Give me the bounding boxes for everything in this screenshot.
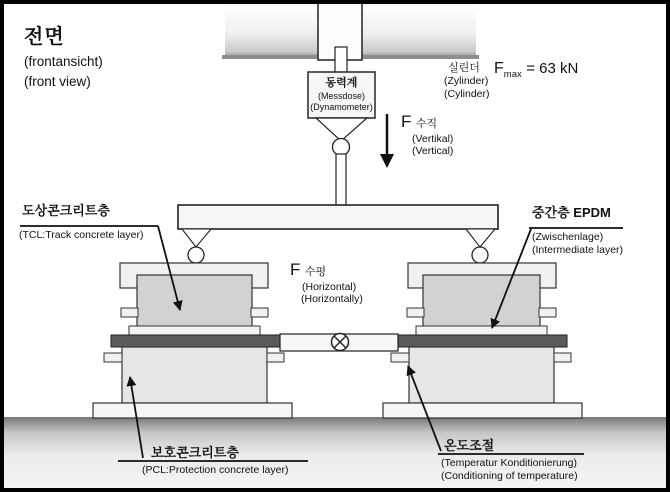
force-vertical-symbol: F (401, 112, 412, 131)
force-horizontal-de: (Horizontal) (302, 281, 357, 293)
force-horizontal-label (290, 260, 363, 305)
epdm-label-en: (Intermediate layer) (532, 244, 624, 256)
view-title (24, 20, 103, 89)
roller-right (472, 247, 488, 263)
cylinder-label-en: (Cylinder) (444, 87, 490, 100)
force-horizontal-subscript: 수평 (304, 266, 327, 278)
pcl-label-en: (PCL:Protection concrete layer) (142, 464, 289, 476)
cylinder-label-de: (Zylinder) (444, 75, 489, 88)
base-plate-right (383, 403, 582, 418)
epdm-layer-right (398, 335, 567, 347)
side-pin (391, 353, 409, 362)
cylinder-label-ko: 실린더 (448, 62, 480, 74)
funnel-joint (316, 118, 367, 141)
cylinder-label (444, 62, 490, 100)
force-vertical-de: (Vertikal) (412, 133, 454, 145)
side-pin (251, 308, 268, 317)
dynamometer-label-de: (Messdose) (317, 90, 365, 101)
side-pin (539, 308, 556, 317)
side-pin (121, 308, 138, 317)
side-pin (267, 353, 284, 362)
view-title-de: (frontansicht) (24, 54, 103, 69)
tcl-block-right (423, 275, 540, 327)
pcl-label-title: 보호콘크리트층 (151, 445, 239, 460)
tcl-label-en: (TCL:Track concrete layer) (19, 229, 144, 241)
epdm-label-de: (Zwischenlage) (532, 231, 604, 243)
side-pin (407, 308, 424, 317)
view-title-en: (front view) (24, 74, 91, 89)
temp-label-de: (Temperatur Konditionierung) (441, 457, 577, 469)
knife-edge-right (466, 229, 495, 247)
view-title-ko: 전면 (24, 26, 65, 48)
dynamometer-label-en: (Dynamometer) (310, 101, 373, 112)
force-horizontal-en: (Horizontally) (301, 293, 363, 305)
ball-joint-upper (333, 139, 350, 156)
load-rod (336, 154, 346, 206)
side-pin (104, 353, 122, 362)
dynamometer-label-ko: 동력계 (325, 76, 358, 89)
force-vertical-label (401, 112, 453, 157)
force-into-page-icon (332, 334, 349, 351)
tcl-block-left (137, 275, 252, 327)
fmax-subscript: max (503, 69, 522, 81)
piston-rod (335, 47, 347, 74)
fmax-value: = 63 kN (526, 60, 579, 77)
spreader-beam (178, 205, 498, 229)
epdm-layer-left (111, 335, 280, 347)
temp-label-title: 온도조절 (444, 438, 495, 453)
knife-edge-left (182, 229, 211, 247)
pcl-block-right (409, 347, 554, 403)
pcl-block-left (122, 347, 267, 403)
tcl-label-title: 도상콘크리트층 (22, 203, 110, 218)
epdm-label-title: 중간층 EPDM (532, 205, 611, 220)
force-vertical-en: (Vertical) (412, 145, 454, 157)
dynamometer-label (308, 72, 375, 118)
force-horizontal-symbol: F (290, 260, 301, 279)
fmax-label (494, 60, 578, 80)
temp-label-en: (Conditioning of temperature) (441, 470, 578, 482)
roller-left (188, 247, 204, 263)
side-pin (554, 353, 571, 362)
force-vertical-subscript: 수직 (415, 118, 438, 130)
fmax-symbol: F (494, 60, 504, 77)
base-plate-left (93, 403, 292, 418)
